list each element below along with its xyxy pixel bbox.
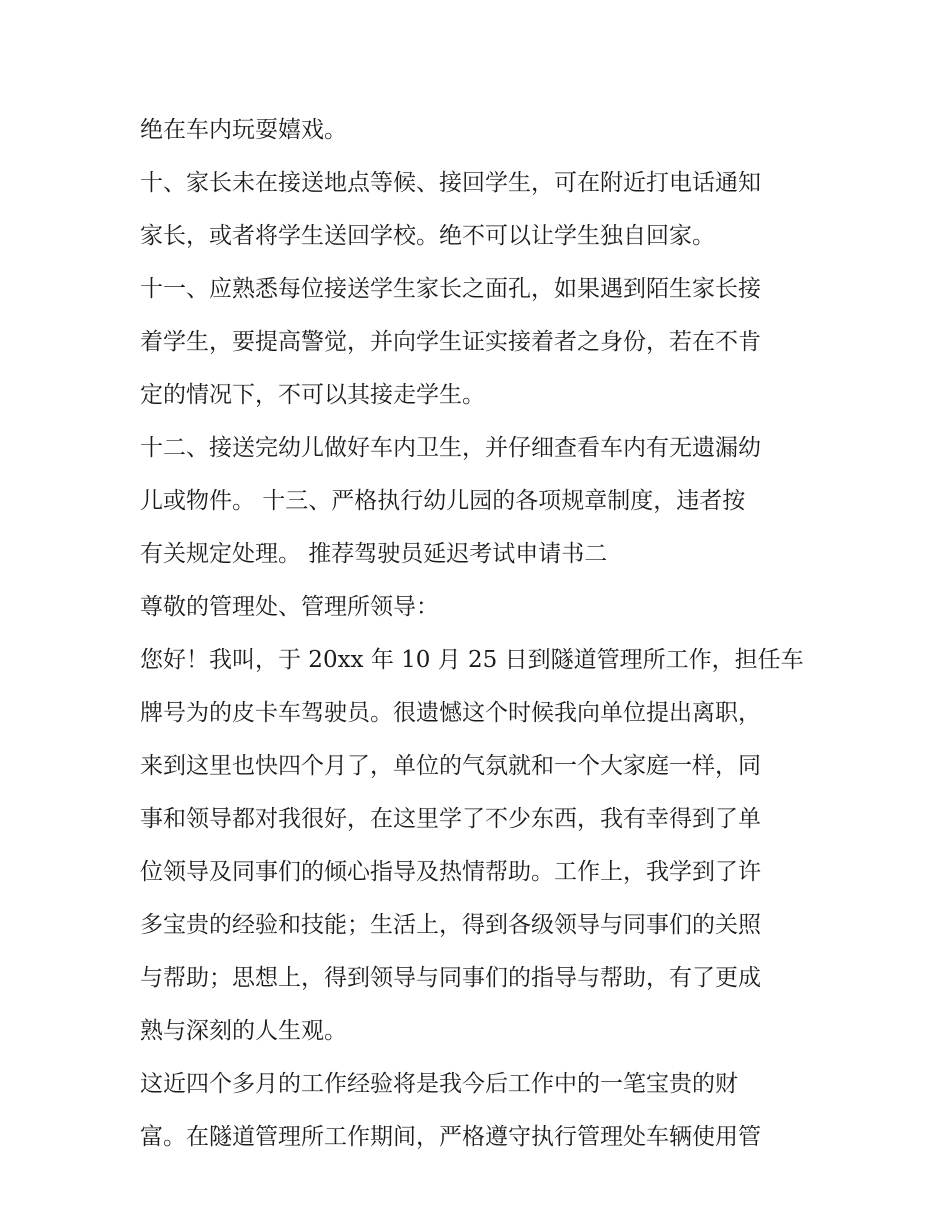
text-line: 儿或物件。 十三、严格执行幼儿园的各项规章制度，违者按 bbox=[140, 488, 746, 514]
text-line: 牌号为的皮卡车驾驶员。很遗憾这个时候我向单位提出离职， bbox=[140, 700, 761, 726]
text-line: 富。在隧道管理所工作期间，严格遵守执行管理处车辆使用管 bbox=[140, 1124, 761, 1150]
text-line: 与帮助；思想上，得到领导与同事们的指导与帮助，有了更成 bbox=[140, 965, 761, 991]
text-line: 多宝贵的经验和技能；生活上，得到各级领导与同事们的关照 bbox=[140, 912, 761, 938]
text-line: 事和领导都对我很好，在这里学了不少东西，我有幸得到了单 bbox=[140, 806, 761, 832]
text-line: 尊敬的管理处、管理所领导： bbox=[140, 594, 439, 620]
text-line: 着学生，要提高警觉，并向学生证实接着者之身份，若在不肯 bbox=[140, 329, 761, 355]
text-line: 位领导及同事们的倾心指导及热情帮助。工作上，我学到了许 bbox=[140, 859, 761, 885]
text-line: 来到这里也快四个月了，单位的气氛就和一个大家庭一样，同 bbox=[140, 753, 761, 779]
text-line: 有关规定处理。 推荐驾驶员延迟考试申请书二 bbox=[140, 541, 608, 567]
text-line: 定的情况下，不可以其接走学生。 bbox=[140, 382, 485, 408]
text-line: 十、家长未在接送地点等候、接回学生，可在附近打电话通知 bbox=[140, 170, 761, 196]
text-line: 熟与深刻的人生观。 bbox=[140, 1018, 347, 1044]
text-line: 您好！我叫，于 20xx 年 10 月 25 日到隧道管理所工作，担任车 bbox=[140, 647, 804, 673]
text-line: 这近四个多月的工作经验将是我今后工作中的一笔宝贵的财 bbox=[140, 1071, 738, 1097]
text-line: 家长，或者将学生送回学校。绝不可以让学生独自回家。 bbox=[140, 223, 715, 249]
text-line: 绝在车内玩耍嬉戏。 bbox=[140, 117, 347, 143]
document-body bbox=[140, 104, 820, 1164]
text-line: 十二、接送完幼儿做好车内卫生，并仔细查看车内有无遗漏幼 bbox=[140, 435, 761, 461]
text-line: 十一、应熟悉每位接送学生家长之面孔，如果遇到陌生家长接 bbox=[140, 276, 761, 302]
